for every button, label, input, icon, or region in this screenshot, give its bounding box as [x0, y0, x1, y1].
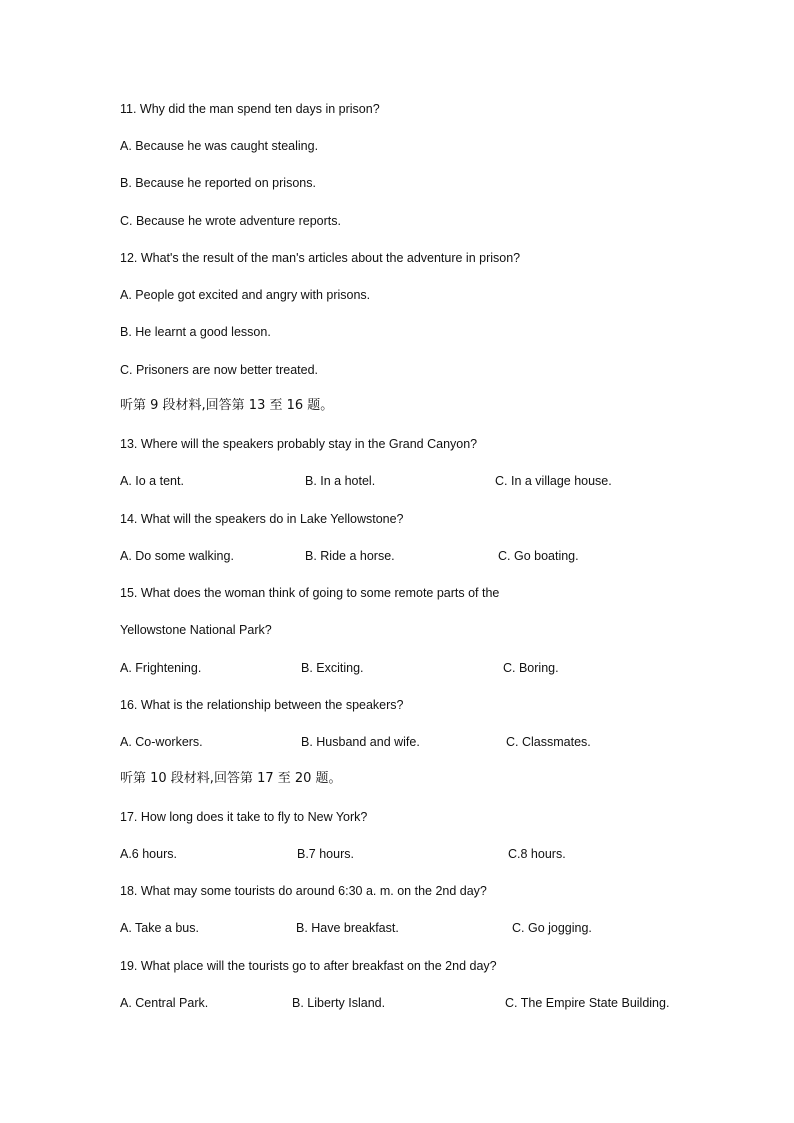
- question-16-option-a: A. Co-workers.: [120, 735, 203, 749]
- question-14-option-b: B. Ride a horse.: [305, 549, 395, 563]
- question-18-option-b: B. Have breakfast.: [296, 921, 399, 935]
- question-18-option-c: C. Go jogging.: [512, 921, 592, 935]
- question-15-option-c: C. Boring.: [503, 661, 559, 675]
- question-12-option-b: B. He learnt a good lesson.: [120, 325, 271, 339]
- question-17-option-b: B.7 hours.: [297, 847, 354, 861]
- question-17-stem: 17. How long does it take to fly to New York?: [120, 810, 368, 824]
- question-19-option-a: A. Central Park.: [120, 996, 209, 1010]
- question-11-option-b: B. Because he reported on prisons.: [120, 176, 316, 190]
- question-17-option-a: A.6 hours.: [120, 847, 177, 861]
- question-15-option-a: A. Frightening.: [120, 661, 202, 675]
- question-19-option-c: C. The Empire State Building.: [505, 996, 670, 1010]
- question-12-option-c: C. Prisoners are now better treated.: [120, 363, 319, 377]
- question-11-option-c: C. Because he wrote adventure reports.: [120, 214, 341, 228]
- question-13-option-c: C. In a village house.: [495, 474, 612, 488]
- question-12-option-a: A. People got excited and angry with prisons.: [120, 288, 371, 302]
- question-19-option-b: B. Liberty Island.: [292, 996, 386, 1010]
- question-13-stem: 13. Where will the speakers probably stay in the Grand Canyon?: [120, 437, 478, 451]
- question-16-option-c: C. Classmates.: [506, 735, 591, 749]
- question-13-option-b: B. In a hotel.: [305, 474, 376, 488]
- question-15-stem-line-1: 15. What does the woman think of going to some remote parts of the: [120, 586, 500, 600]
- section-10-heading: 听第 10 段材料,回答第 17 至 20 题。: [120, 771, 342, 786]
- question-16-stem: 16. What is the relationship between the speakers?: [120, 698, 404, 712]
- question-16-option-b: B. Husband and wife.: [301, 735, 420, 749]
- question-17-option-c: C.8 hours.: [508, 847, 566, 861]
- question-14-stem: 14. What will the speakers do in Lake Yellowstone?: [120, 512, 404, 526]
- question-19-stem: 19. What place will the tourists go to after breakfast on the 2nd day?: [120, 959, 497, 973]
- section-9-heading: 听第 9 段材料,回答第 13 至 16 题。: [120, 398, 334, 413]
- question-12-stem: 12. What's the result of the man's articles about the adventure in prison?: [120, 251, 521, 265]
- question-18-option-a: A. Take a bus.: [120, 921, 199, 935]
- question-14-option-c: C. Go boating.: [498, 549, 579, 563]
- question-14-option-a: A. Do some walking.: [120, 549, 234, 563]
- question-13-option-a: A. Io a tent.: [120, 474, 184, 488]
- question-11-option-a: A. Because he was caught stealing.: [120, 139, 319, 153]
- question-18-stem: 18. What may some tourists do around 6:30 a. m. on the 2nd day?: [120, 884, 487, 898]
- question-15-stem-line-2: Yellowstone National Park?: [120, 623, 272, 637]
- question-15-option-b: B. Exciting.: [301, 661, 364, 675]
- question-11-stem: 11. Why did the man spend ten days in prison?: [120, 102, 380, 116]
